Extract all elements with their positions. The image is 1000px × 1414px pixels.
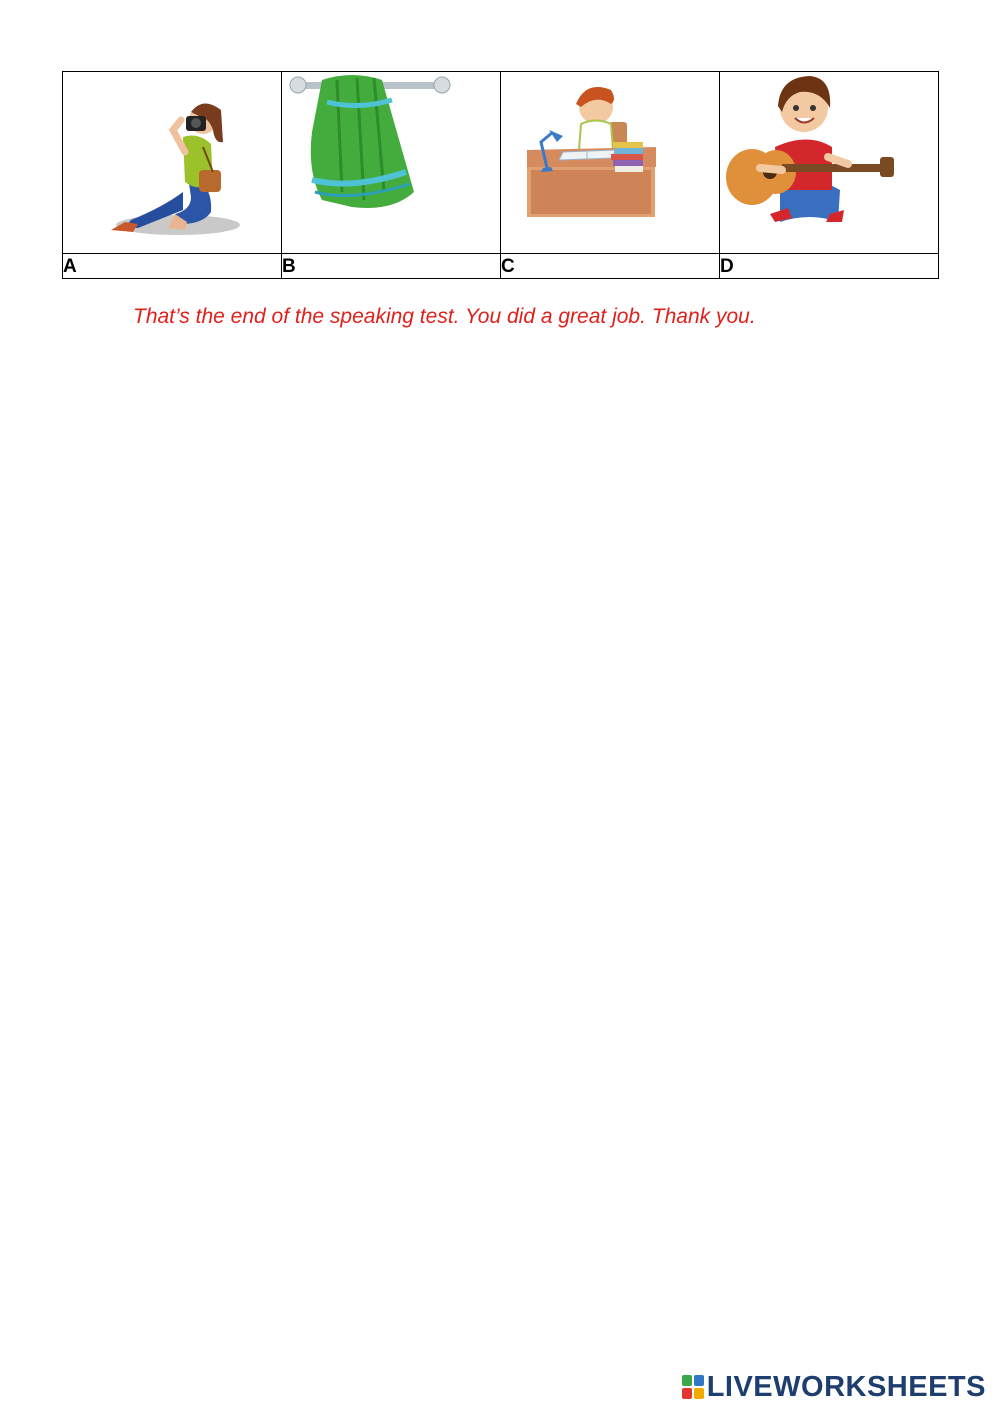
picture-table xyxy=(62,71,939,279)
label-b: B xyxy=(282,254,501,279)
liveworksheets-logo xyxy=(682,1372,986,1402)
label-d: D xyxy=(720,254,939,279)
label-a: A xyxy=(63,254,282,279)
label-c: C xyxy=(501,254,720,279)
girl-taking-photo-illustration xyxy=(63,72,281,253)
boy-with-guitar-illustration xyxy=(720,72,938,253)
closing-message: That’s the end of the speaking test. You did a great job. Thank you. xyxy=(133,305,756,328)
picture-cell-c xyxy=(501,72,720,254)
picture-cell-b xyxy=(282,72,501,254)
picture-cell-a xyxy=(63,72,282,254)
picture-cell-d xyxy=(720,72,939,254)
boy-studying-illustration xyxy=(501,72,719,253)
picture-row xyxy=(63,72,939,254)
green-towel-illustration xyxy=(282,72,500,253)
logo-blocks-icon xyxy=(682,1375,704,1399)
label-row xyxy=(63,254,939,279)
logo-text: LIVEWORKSHEETS xyxy=(706,1370,986,1403)
